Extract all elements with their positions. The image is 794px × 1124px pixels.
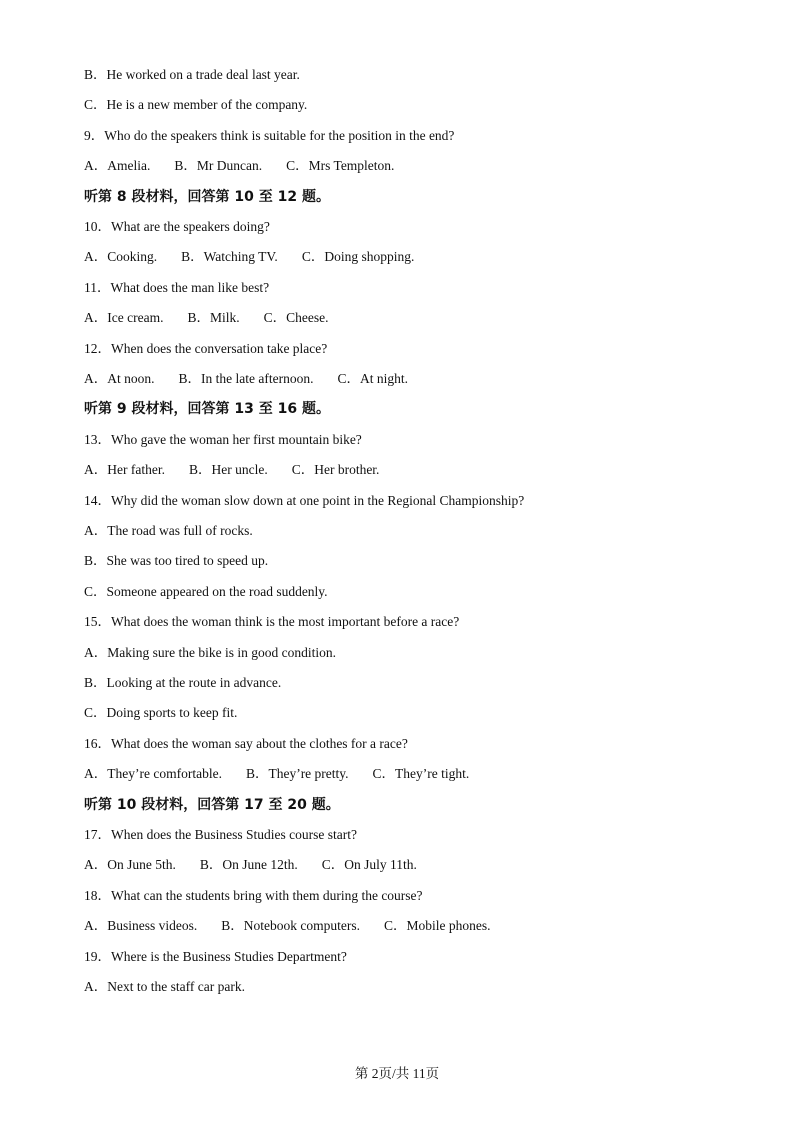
answer-option: A．They’re comfortable.: [84, 766, 222, 782]
question-text: 17．When does the Business Studies course start?: [84, 827, 357, 842]
answer-option: B．In the late afternoon.: [178, 371, 314, 386]
answer-option: B．They’re pretty.: [245, 766, 349, 782]
answer-option: B．Her uncle.: [188, 462, 268, 478]
question-text: 15．What does the woman think is the most important before a race?: [84, 614, 460, 630]
answer-option: C．On July 11th.: [321, 857, 417, 873]
answer-option: C．Doing sports to keep fit.: [84, 705, 238, 721]
answer-option: B．He worked on a trade deal last year.: [84, 67, 300, 82]
section-heading: 听第 8 段材料，回答第 10 至 12 题。: [84, 188, 330, 205]
answer-option: C．Her brother.: [291, 462, 380, 478]
answer-option: B．Mr Duncan.: [174, 158, 263, 174]
answer-option: A．The road was full of rocks.: [84, 523, 253, 538]
question-text: 10．What are the speakers doing?: [84, 219, 270, 234]
answer-option: A．Her father.: [84, 462, 165, 478]
question-text: 18．What can the students bring with them during the course?: [84, 887, 423, 903]
question-text: 19．Where is the Business Studies Department?: [84, 948, 347, 964]
answer-option: A．On June 5th.: [84, 857, 176, 873]
question-text: 16．What does the woman say about the clothes for a race?: [84, 735, 408, 751]
answer-options-row: [84, 917, 491, 935]
answer-options-row: [84, 157, 394, 175]
answer-option: A．Cooking.: [84, 249, 158, 265]
answer-option: B．She was too tired to speed up.: [84, 553, 269, 569]
answer-options-row: [84, 248, 414, 266]
answer-option: B．Looking at the route in advance.: [84, 675, 282, 690]
question-text: 12．When does the conversation take place?: [84, 340, 328, 356]
question-text: 11．What does the man like best?: [84, 279, 270, 295]
answer-options-row: [84, 461, 379, 479]
answer-option: B．Milk.: [187, 310, 240, 326]
answer-option: C．He is a new member of the company.: [84, 97, 308, 113]
page-footer: 第 2页/共 11页: [354, 1066, 440, 1081]
question-text: 14．Why did the woman slow down at one point in the Regional Championship?: [84, 492, 525, 508]
answer-option: C．Doing shopping.: [301, 249, 415, 265]
section-heading: 听第 9 段材料，回答第 13 至 16 题。: [84, 401, 330, 418]
answer-options-row: [84, 309, 328, 327]
answer-option: A．Next to the staff car park.: [84, 979, 245, 994]
answer-option: B．On June 12th.: [199, 857, 298, 873]
answer-options-row: [84, 765, 469, 783]
answer-option: C．They’re tight.: [372, 766, 470, 782]
answer-option: B．Notebook computers.: [221, 918, 360, 934]
answer-option: C．Someone appeared on the road suddenly.: [84, 583, 328, 599]
answer-option: C．At night.: [337, 371, 408, 386]
answer-option: A．Amelia.: [84, 158, 151, 174]
answer-option: A．At noon.: [84, 371, 155, 386]
answer-option: C．Mrs Templeton.: [286, 158, 395, 174]
answer-option: C．Mobile phones.: [384, 918, 491, 934]
question-text: 9．Who do the speakers think is suitable for the position in the end?: [84, 127, 455, 143]
answer-option: B．Watching TV.: [181, 249, 278, 265]
answer-options-row: [84, 370, 408, 388]
answer-options-row: [84, 856, 417, 874]
section-heading: 听第 10 段材料，回答第 17 至 20 题。: [84, 796, 340, 813]
question-text: 13．Who gave the woman her first mountain bike?: [84, 431, 362, 447]
answer-option: A．Ice cream.: [84, 310, 164, 326]
answer-option: C．Cheese.: [263, 310, 329, 326]
answer-option: A．Business videos.: [84, 918, 198, 934]
answer-option: A．Making sure the bike is in good condition.: [84, 644, 336, 660]
